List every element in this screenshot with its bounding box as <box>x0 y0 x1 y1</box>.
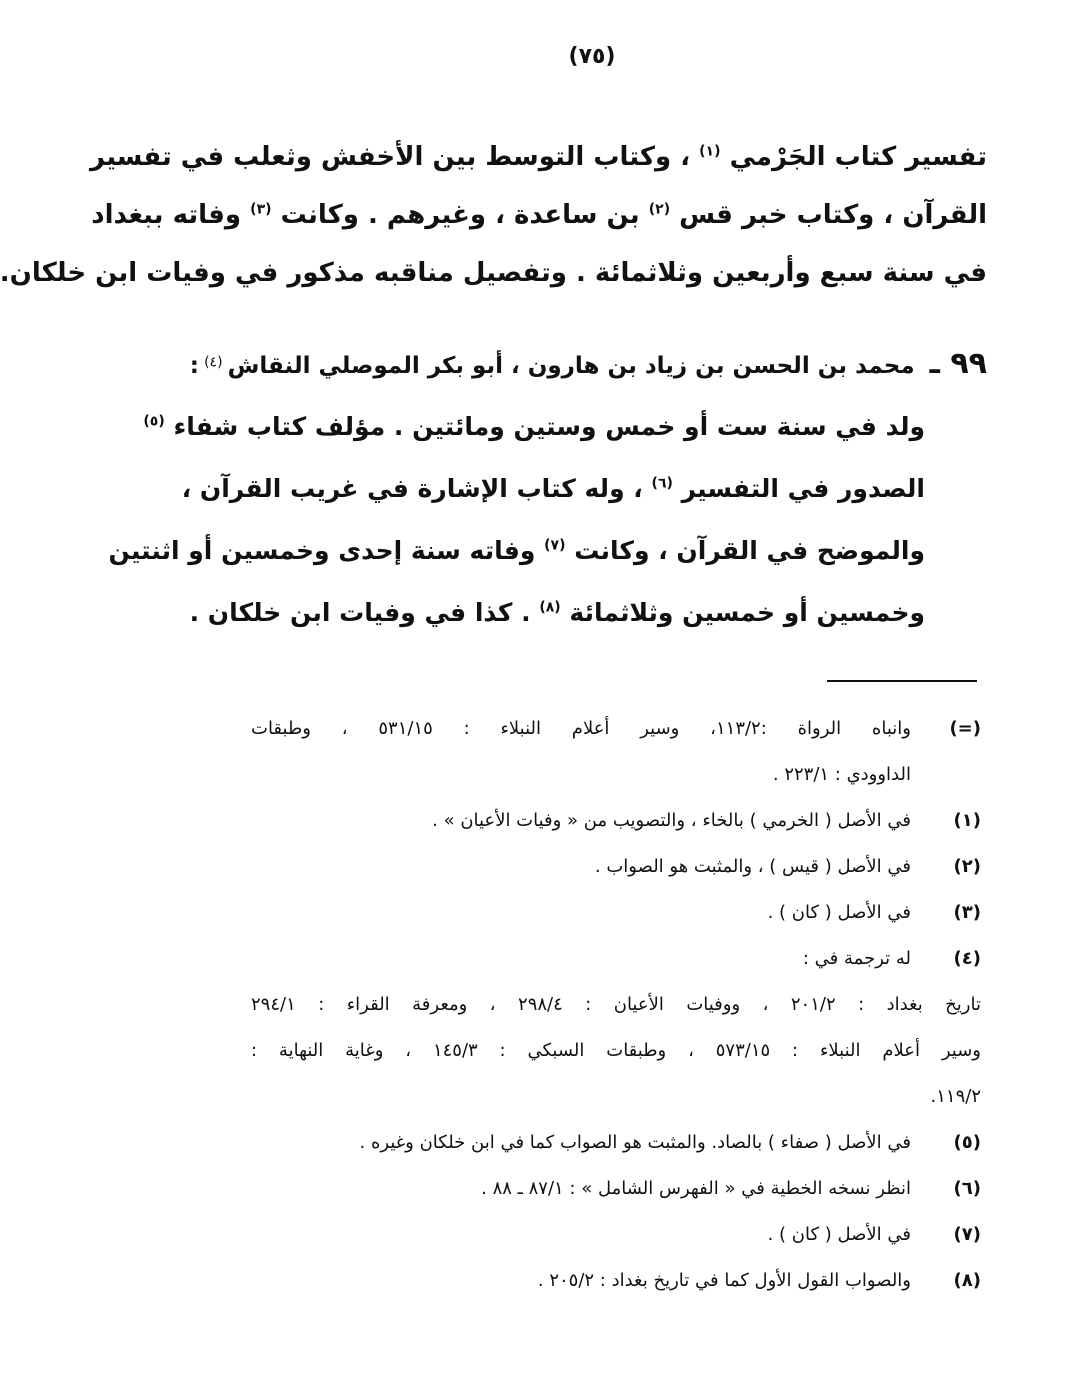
main-paragraph <box>0 128 987 302</box>
footnote-label: (١) <box>953 810 981 831</box>
text-segment: القرآن ، وكتاب خبر قس <box>679 200 987 230</box>
footnote-separator <box>827 680 977 682</box>
footnote-label: (٢) <box>953 856 981 877</box>
page-number: (٧٥) <box>568 44 616 69</box>
footnote-4 <box>251 936 981 1120</box>
footnote-text: تاريخ بغداد : ٢٠١/٢ ، ووفيات الأعيان : ٢٩٨/٤ ، ومعرفة القراء : ٢٩٤/١ <box>251 994 981 1015</box>
footnote-2 <box>251 844 981 890</box>
footnote-text: في الأصل ( كان ) . <box>767 902 911 923</box>
footnote-label: (=) <box>949 718 981 739</box>
footnote-ref-2[interactable]: (٢) <box>648 201 671 218</box>
footnote-text: في الأصل ( صفاء ) بالصاد. والمثبت هو الصواب كما في ابن خلكان وغيره . <box>359 1132 911 1153</box>
footnote-ref-3[interactable]: (٣) <box>250 201 272 218</box>
footnote-label: (٦) <box>953 1178 981 1199</box>
footnote-8 <box>251 1258 981 1304</box>
entry-number: ٩٩ ـ <box>929 346 987 381</box>
footnote-label: (٨) <box>953 1270 981 1291</box>
footnote-text: الداوودي : ٢٢٣/١ . <box>772 764 911 785</box>
text-segment: تفسير كتاب الجَرْمي <box>729 142 987 172</box>
footnote-6 <box>251 1166 981 1212</box>
biography-entry <box>108 332 987 644</box>
footnote-text: له ترجمة في : <box>802 948 911 969</box>
footnote-ref-8[interactable]: (٨) <box>539 599 561 616</box>
text-segment: ولد في سنة ست أو خمس وستين ومائتين . مؤلف كتاب شفاء <box>173 412 925 441</box>
footnote-7 <box>251 1212 981 1258</box>
footnote-continuation <box>251 706 981 798</box>
footnote-ref-4[interactable]: (٤) <box>204 354 223 371</box>
entry-heading <box>189 332 987 396</box>
text-segment: وفاته ببغداد <box>91 200 242 230</box>
entry-body <box>108 396 925 644</box>
text-segment: الصدور في التفسير <box>681 474 925 503</box>
footnote-3 <box>251 890 981 936</box>
footnote-text: في الأصل ( كان ) . <box>767 1224 911 1245</box>
footnote-ref-7[interactable]: (٧) <box>544 537 566 554</box>
text-segment: في سنة سبع وأربعين وثلاثمائة . وتفصيل مناقبه مذكور في وفيات ابن خلكان. <box>0 258 987 288</box>
entry-line-1 <box>143 396 925 458</box>
footnote-text: ١١٩/٢. <box>930 1086 981 1107</box>
main-line-2 <box>91 186 987 244</box>
text-segment: وفاته سنة إحدى وخمسين أو اثنتين <box>108 536 536 565</box>
text-segment: . كذا في وفيات ابن خلكان . <box>189 598 531 627</box>
entry-line-4 <box>189 582 925 644</box>
footnote-ref-6[interactable]: (٦) <box>651 475 673 492</box>
entry-line-2 <box>181 458 925 520</box>
main-line-1 <box>90 128 987 186</box>
main-line-3 <box>0 244 987 302</box>
footnote-text: وسير أعلام النبلاء : ٥٧٣/١٥ ، وطبقات السبكي : ١٤٥/٣ ، وغاية النهاية : <box>251 1040 981 1061</box>
footnote-1 <box>251 798 981 844</box>
text-segment: والموضح في القرآن ، وكانت <box>574 536 925 565</box>
footnote-label: (٥) <box>953 1132 981 1153</box>
footnote-text: والصواب القول الأول كما في تاريخ بغداد : ٢٠٥/٢ . <box>537 1270 911 1291</box>
footnote-5 <box>251 1120 981 1166</box>
entry-line-3 <box>108 520 925 582</box>
footnote-label: (٣) <box>953 902 981 923</box>
footnote-text: وانباه الرواة :١١٣/٢، وسير أعلام النبلاء : ٥٣١/١٥ ، وطبقات <box>251 718 911 739</box>
footnote-label: (٤) <box>953 948 981 969</box>
text-segment: بن ساعدة ، وغيرهم . وكانت <box>280 200 640 230</box>
entry-colon: : <box>189 353 199 379</box>
text-segment: وخمسين أو خمسين وثلاثمائة <box>569 598 925 627</box>
footnote-ref-1[interactable]: (١) <box>699 143 721 160</box>
footnote-text: في الأصل ( الخرمي ) بالخاء ، والتصويب من « وفيات الأعيان » . <box>432 810 911 831</box>
footnote-ref-5[interactable]: (٥) <box>143 413 165 430</box>
text-segment: ، وكتاب التوسط بين الأخفش وثعلب في تفسير <box>90 142 691 172</box>
footnote-text: في الأصل ( قيس ) ، والمثبت هو الصواب . <box>594 856 911 877</box>
text-segment: ، وله كتاب الإشارة في غريب القرآن ، <box>181 474 643 503</box>
footnote-label: (٧) <box>953 1224 981 1245</box>
footnotes <box>251 706 981 1304</box>
footnote-text: انظر نسخه الخطية في « الفهرس الشامل » : ٨٧/١ ـ ٨٨ . <box>481 1178 911 1199</box>
entry-name: محمد بن الحسن بن زياد بن هارون ، أبو بكر الموصلي النقاش <box>227 353 915 379</box>
